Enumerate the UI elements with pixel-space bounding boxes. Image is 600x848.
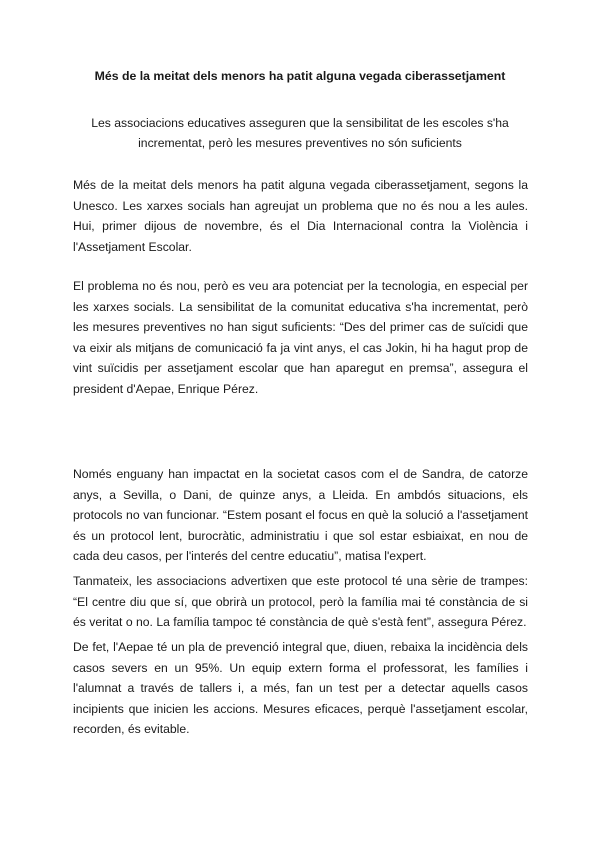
paragraph-2: El problema no és nou, però es veu ara potenciat per la tecnologia, en especial per les xarxes socials. La sensibilitat de la comunitat educativa s'ha incrementat, però les mesures preventives no han sigut suficients: “Des del primer cas de suïcidi que va eixir als mitjans de comunicació fa ja vint anys, el cas Jokin, hi ha hagut prop de vint suïcidis per assetjament escolar que han aparegut en premsa”, assegura el president d'Aepae, Enrique Pérez. — [73, 279, 528, 396]
paragraph-1: Més de la meitat dels menors ha patit alguna vegada ciberassetjament, segons la Unesco. Les xarxes socials han agreujat un problema que no és nou a les aules. Hui, primer dijous de novembre, és el Dia Internacional contra la Violència i l'Assetjament Escolar. — [73, 178, 528, 254]
paragraph-5: De fet, l'Aepae té un pla de prevenció integral que, diuen, rebaixa la incidència dels casos severs en un 95%. Un equip extern forma el professorat, les famílies i l'alumnat a través de tallers i, a més, fan un test per a detectar aquells casos incipients que inicien les accions. Mesures eficaces, perquè l'assetjament escolar, recorden, és evitable. — [73, 640, 528, 736]
document-subtitle: Les associacions educatives asseguren que la sensibilitat de les escoles s'ha incrementat, però les mesures preventives no són suficients — [91, 116, 509, 150]
document-title: Més de la meitat dels menors ha patit alguna vegada ciberassetjament — [94, 69, 506, 83]
paragraph-4: Tanmateix, les associacions advertixen que este protocol té una sèrie de trampes: “El centre diu que sí, que obrirà un protocol, però la família mai té constància de si és veritat o no. La família tampoc té constància de què s'està fent”, assegura Pérez. — [73, 574, 528, 629]
paragraph-3: Només enguany han impactat en la societat casos com el de Sandra, de catorze anys, a Sevilla, o Dani, de quinze anys, a Lleida. En ambdós situacions, els protocols no van funcionar. “Estem posant el focus en què la solució a l'assetjament és un protocol lent, burocràtic, administratiu i que sol estar esbiaixat, en nou de cada deu casos, per l'interés del centre educatiu”, matisa l'expert. — [73, 467, 528, 563]
